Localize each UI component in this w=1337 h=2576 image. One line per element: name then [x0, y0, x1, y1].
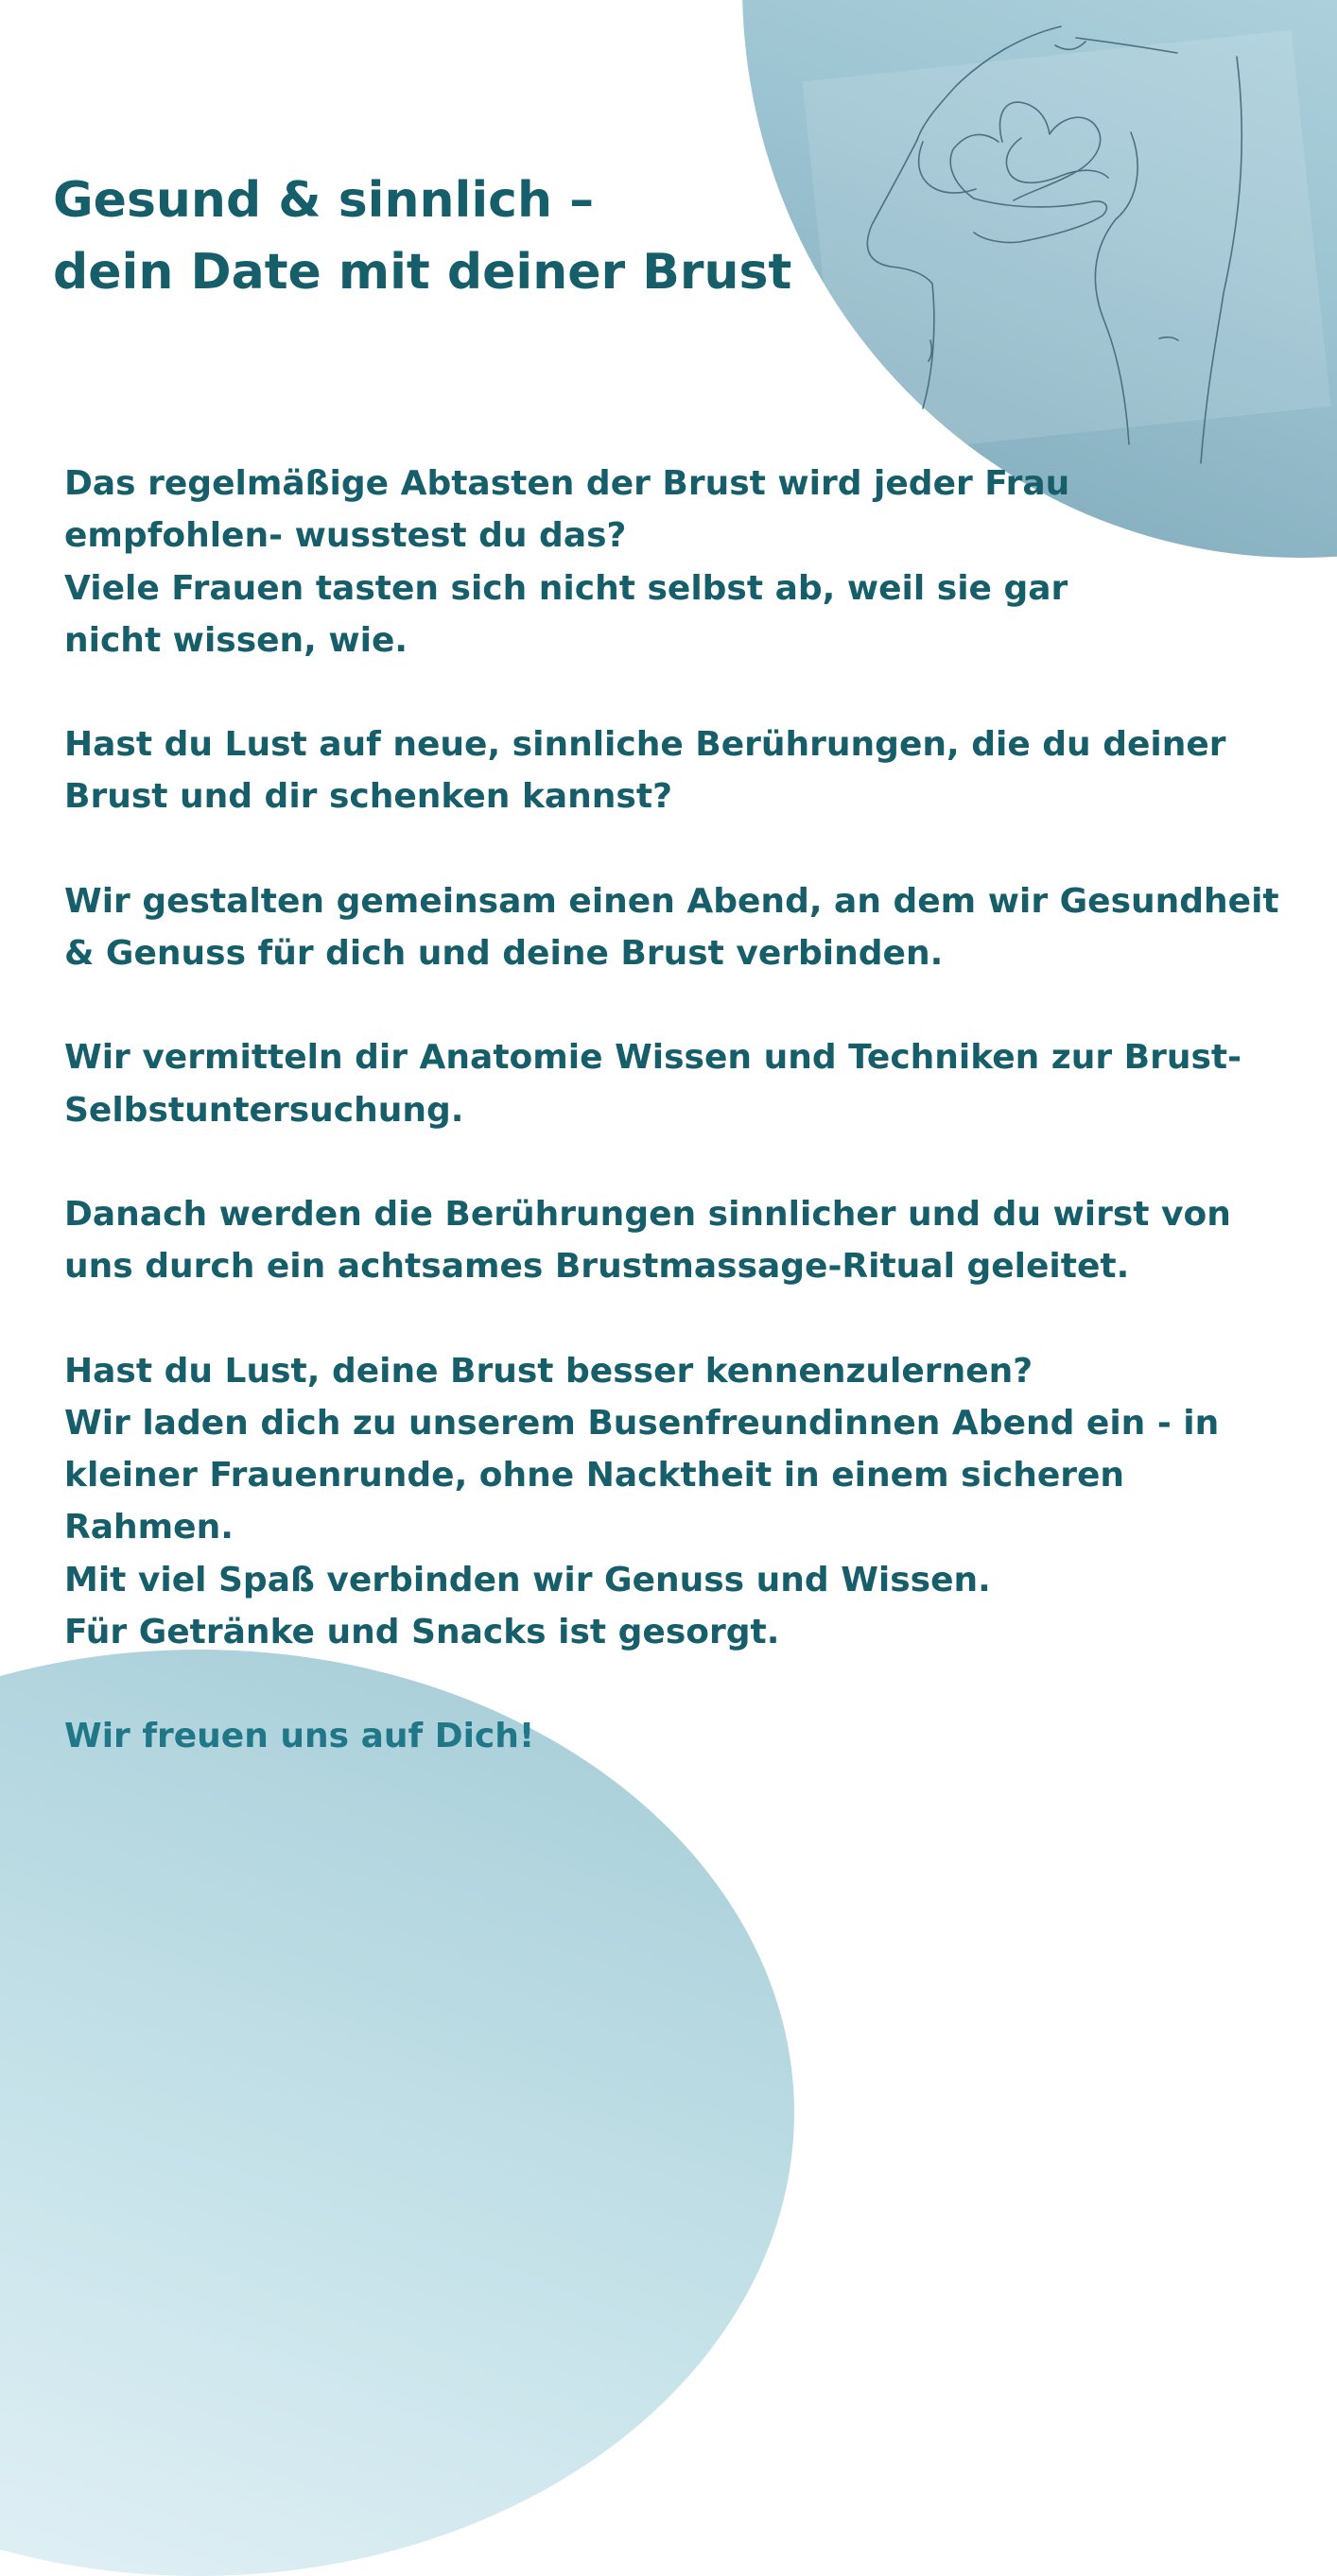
navel-mark [929, 340, 931, 361]
text-line: Wir gestalten gemeinsam einen Abend, an dem wir Gesundheit [64, 881, 1279, 921]
breast-right-outline [1095, 132, 1137, 444]
text-line: Hast du Lust, deine Brust besser kennenzulernen? [64, 1351, 1033, 1391]
text-line: uns durch ein achtsames Brustmassage-Ritual geleitet. [64, 1247, 1130, 1287]
torso-left-outline [917, 26, 1061, 140]
text-line: Mit viel Spaß verbinden wir Genuss und Wissen. [64, 1560, 991, 1599]
heart-outline [1000, 102, 1101, 200]
paragraph-intro [64, 458, 1246, 666]
text-line: Für Getränke und Snacks ist gesorgt. [64, 1613, 780, 1652]
closing-line: Wir freuen uns auf Dich! [64, 1717, 535, 1756]
main-text [64, 458, 1279, 1815]
title-line: dein Date mit deiner Brust [53, 244, 792, 301]
text-line: Das regelmäßige Abtasten der Brust wird jeder Frau [64, 464, 1070, 503]
text-line: kleiner Frauenrunde, ohne Nacktheit in einem sicheren [64, 1456, 1125, 1495]
paragraph-ritual [64, 1188, 1246, 1293]
shoulder-right-outline [1076, 38, 1177, 53]
text-line: Danach werden die Berührungen sinnlicher und du wirst von [64, 1194, 1231, 1234]
paragraph-question [64, 718, 1246, 823]
hand-fingers-outline [1006, 138, 1108, 182]
paragraph-invitation [64, 1345, 1246, 1659]
text-line: Rahmen. [64, 1508, 234, 1547]
text-line: Selbstuntersuchung. [64, 1090, 464, 1130]
woman-holding-heart-line-art-icon [842, 0, 1258, 473]
text-line: Hast du Lust auf neue, sinnliche Berührungen, die du deiner [64, 725, 1226, 765]
torso-right-outline [1201, 57, 1242, 463]
paragraph-evening [64, 875, 1279, 980]
text-line: Viele Frauen tasten sich nicht selbst ab, weil sie gar [64, 568, 1068, 608]
neck-outline [1055, 42, 1085, 49]
text-line: nicht wissen, wie. [64, 620, 408, 660]
text-line: Wir vermitteln dir Anatomie Wissen und Techniken zur Brust- [64, 1038, 1242, 1078]
page-title [53, 164, 792, 308]
paragraph-anatomy [64, 1031, 1246, 1136]
paragraph-closing [64, 1710, 1246, 1762]
hand-lower-outline [974, 199, 1106, 243]
text-line: & Genuss für dich und deine Brust verbinden. [64, 934, 944, 974]
text-line: empfohlen- wusstest du das? [64, 516, 627, 556]
text-line: Brust und dir schenken kannst? [64, 777, 672, 817]
text-line: Wir laden dich zu unserem Busenfreundinnen Abend ein - in [64, 1403, 1220, 1443]
title-line: Gesund & sinnlich – [53, 172, 595, 229]
side-mark [1159, 337, 1178, 340]
breast-left-outline [919, 142, 976, 193]
